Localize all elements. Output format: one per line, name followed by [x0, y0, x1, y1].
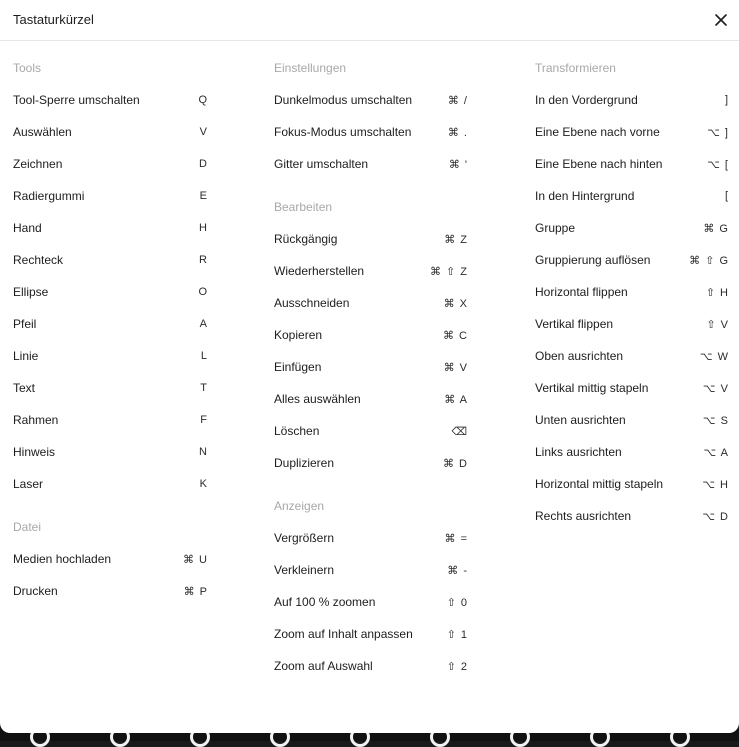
shortcut-label: Horizontal flippen: [535, 284, 628, 299]
shortcut-row: [13, 84, 208, 116]
shortcut-keys: ⌘ ⇧ G: [689, 254, 729, 267]
shortcut-row: [274, 84, 468, 116]
shortcut-label: Wiederherstellen: [274, 263, 365, 278]
shortcut-label: Zoom auf Auswahl: [274, 658, 373, 673]
shortcut-label: Gruppe: [535, 220, 576, 235]
section-title: Datei: [13, 520, 42, 534]
shortcut-row: [535, 116, 729, 148]
shortcut-keys: O: [198, 286, 208, 298]
shortcut-keys: ⌘ -: [447, 564, 468, 577]
shortcut-keys: ⇧ 1: [446, 628, 468, 641]
shortcut-label: Radiergummi: [13, 188, 85, 203]
shortcut-row: [13, 340, 208, 372]
shortcut-row: [274, 223, 468, 255]
shortcut-row: [274, 650, 468, 682]
shortcut-keys: T: [200, 382, 208, 394]
shortcut-row: [274, 618, 468, 650]
shortcut-row: [535, 180, 729, 212]
shortcut-column: [535, 41, 729, 532]
dialog-title: Tastaturkürzel: [13, 12, 94, 27]
shortcut-keys: F: [200, 414, 208, 426]
shortcut-keys: ⌥ S: [702, 414, 729, 427]
shortcut-keys: ⌘ C: [443, 329, 468, 342]
shortcut-keys: ⌘ ': [448, 158, 468, 171]
shortcut-label: Gitter umschalten: [274, 156, 369, 171]
dialog-header: [0, 0, 739, 41]
shortcut-keys: ⌫: [451, 425, 468, 438]
shortcut-label: Einfügen: [274, 359, 322, 374]
shortcut-label: Löschen: [274, 423, 320, 438]
shortcut-label: Linie: [13, 348, 39, 363]
shortcut-keys: ⌥ W: [699, 350, 729, 363]
shortcut-keys: ⌥ ]: [707, 126, 729, 139]
shortcut-label: Auf 100 % zoomen: [274, 594, 376, 609]
shortcut-label: Verkleinern: [274, 562, 335, 577]
shortcut-label: Ausschneiden: [274, 295, 350, 310]
shortcut-keys: ⌥ V: [702, 382, 729, 395]
shortcut-label: Vertikal flippen: [535, 316, 614, 331]
shortcut-row: [535, 84, 729, 116]
shortcut-keys: H: [199, 222, 208, 234]
shortcut-keys: ⌘ D: [443, 457, 468, 470]
shortcut-label: Hand: [13, 220, 42, 235]
shortcut-row: [13, 468, 208, 500]
shortcut-label: Alles auswählen: [274, 391, 361, 406]
shortcut-row: [13, 404, 208, 436]
shortcut-label: Tool-Sperre umschalten: [13, 92, 140, 107]
shortcut-row: [274, 255, 468, 287]
shortcut-label: Oben ausrichten: [535, 348, 624, 363]
shortcut-keys: D: [199, 158, 208, 170]
shortcut-keys: ⌥ D: [702, 510, 729, 523]
shortcut-label: Medien hochladen: [13, 551, 112, 566]
shortcut-row: [13, 308, 208, 340]
shortcut-label: Horizontal mittig stapeln: [535, 476, 664, 491]
shortcut-row: [13, 148, 208, 180]
shortcut-row: [274, 383, 468, 415]
shortcut-row: [13, 372, 208, 404]
shortcut-row: [274, 148, 468, 180]
section-title: Tools: [13, 61, 42, 75]
shortcut-row: [13, 276, 208, 308]
shortcut-label: Dunkelmodus umschalten: [274, 92, 413, 107]
shortcut-column: [274, 41, 468, 682]
shortcut-keys: ⇧ 2: [446, 660, 468, 673]
shortcut-row: [13, 543, 208, 575]
shortcut-row: [535, 212, 729, 244]
shortcut-row: [535, 308, 729, 340]
shortcut-label: Hinweis: [13, 444, 56, 459]
close-button[interactable]: [712, 11, 730, 29]
shortcut-keys: A: [199, 318, 208, 330]
shortcut-row: [274, 287, 468, 319]
section-title: Bearbeiten: [274, 200, 333, 214]
shortcut-row: [13, 212, 208, 244]
shortcut-label: Eine Ebene nach vorne: [535, 124, 660, 139]
shortcut-row: [13, 575, 208, 607]
shortcut-keys: ⇧ 0: [446, 596, 468, 609]
shortcut-row: [535, 340, 729, 372]
shortcut-label: Drucken: [13, 583, 58, 598]
shortcut-keys: R: [199, 254, 208, 266]
shortcut-label: In den Vordergrund: [535, 92, 638, 107]
shortcut-keys: N: [199, 446, 208, 458]
shortcut-keys: [: [724, 190, 729, 202]
shortcut-keys: ⌥ A: [703, 446, 729, 459]
shortcut-keys: ⌘ Z: [444, 233, 468, 246]
shortcut-keys: ⌘ X: [443, 297, 468, 310]
shortcut-keys: ⇧ V: [706, 318, 729, 331]
shortcut-keys: ⌘ A: [444, 393, 468, 406]
shortcut-row: [535, 276, 729, 308]
shortcut-label: Duplizieren: [274, 455, 335, 470]
shortcut-row: [274, 351, 468, 383]
shortcut-row: [535, 500, 729, 532]
shortcut-row: [274, 116, 468, 148]
shortcut-row: [535, 436, 729, 468]
shortcut-row: [535, 244, 729, 276]
shortcut-label: Kopieren: [274, 327, 323, 342]
shortcut-row: [535, 148, 729, 180]
shortcut-label: Eine Ebene nach hinten: [535, 156, 663, 171]
shortcut-keys: ⌥ [: [707, 158, 729, 171]
shortcut-row: [535, 372, 729, 404]
shortcut-label: Links ausrichten: [535, 444, 622, 459]
shortcut-keys: ⌘ .: [447, 126, 468, 139]
shortcut-keys: ⌘ U: [183, 553, 208, 566]
section-title: Transformieren: [535, 61, 616, 75]
shortcut-row: [274, 447, 468, 479]
shortcut-row: [535, 468, 729, 500]
shortcut-keys: ⌥ H: [702, 478, 729, 491]
shortcut-label: Vertikal mittig stapeln: [535, 380, 649, 395]
shortcut-row: [274, 415, 468, 447]
shortcut-label: Rückgängig: [274, 231, 338, 246]
shortcut-label: Fokus-Modus umschalten: [274, 124, 412, 139]
shortcut-label: In den Hintergrund: [535, 188, 635, 203]
shortcut-label: Ellipse: [13, 284, 49, 299]
section-title: Anzeigen: [274, 499, 325, 513]
shortcut-keys: V: [199, 126, 208, 138]
shortcut-label: Rahmen: [13, 412, 59, 427]
shortcut-keys: K: [199, 478, 208, 490]
shortcut-row: [274, 319, 468, 351]
shortcut-keys: ⌘ =: [444, 532, 468, 545]
shortcut-row: [274, 554, 468, 586]
shortcut-keys: ⌘ P: [183, 585, 208, 598]
shortcut-keys: Q: [198, 94, 208, 106]
shortcut-row: [274, 586, 468, 618]
shortcut-label: Rechts ausrichten: [535, 508, 632, 523]
shortcut-label: Zeichnen: [13, 156, 63, 171]
shortcut-keys: ]: [724, 94, 729, 106]
shortcut-row: [13, 244, 208, 276]
shortcut-row: [274, 522, 468, 554]
shortcut-row: [13, 116, 208, 148]
shortcut-keys: ⌘ ⇧ Z: [429, 265, 468, 278]
shortcut-keys: ⌘ G: [703, 222, 729, 235]
shortcut-label: Rechteck: [13, 252, 64, 267]
shortcut-label: Unten ausrichten: [535, 412, 626, 427]
shortcut-label: Gruppierung auflösen: [535, 252, 651, 267]
close-icon: [715, 14, 727, 26]
shortcut-column: [13, 41, 208, 607]
shortcut-keys: E: [199, 190, 208, 202]
section-title: Einstellungen: [274, 61, 347, 75]
shortcut-row: [535, 404, 729, 436]
shortcut-label: Laser: [13, 476, 44, 491]
shortcut-keys: L: [200, 350, 208, 362]
shortcut-row: [13, 436, 208, 468]
shortcut-keys: ⌘ /: [447, 94, 468, 107]
shortcut-label: Text: [13, 380, 36, 395]
shortcut-label: Zoom auf Inhalt anpassen: [274, 626, 413, 641]
shortcut-row: [13, 180, 208, 212]
shortcut-label: Vergrößern: [274, 530, 335, 545]
shortcut-label: Auswählen: [13, 124, 72, 139]
shortcut-keys: ⌘ V: [443, 361, 468, 374]
shortcut-label: Pfeil: [13, 316, 37, 331]
shortcut-keys: ⇧ H: [705, 286, 729, 299]
